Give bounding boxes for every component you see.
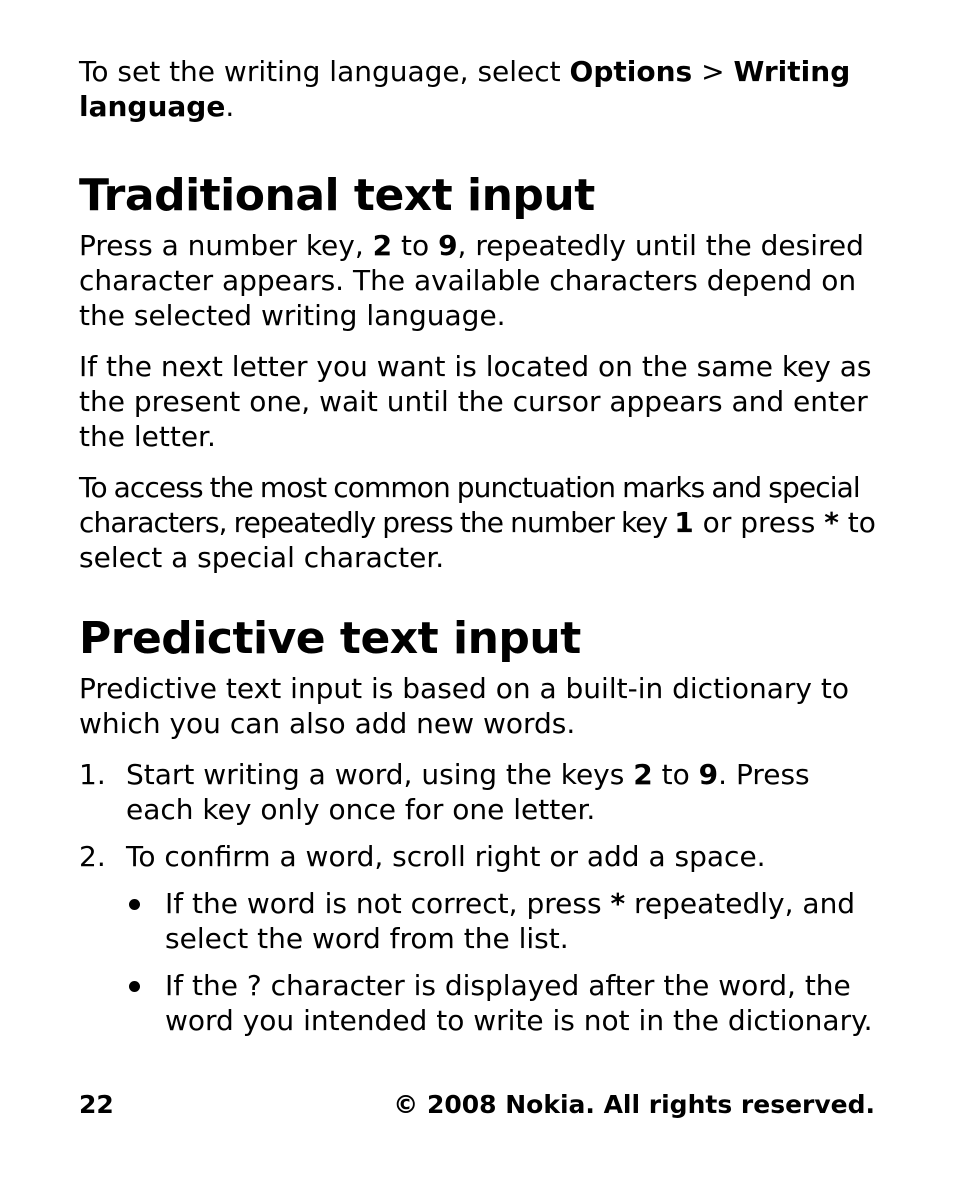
key-label: 2: [372, 229, 393, 262]
intro-text: To set the writing language, select: [79, 55, 570, 88]
document-page: [79, 54, 879, 1050]
page-number: 22: [79, 1090, 114, 1119]
writing-language-menu-label: Writing language: [79, 55, 851, 123]
text-run: If the word is not correct, press: [165, 887, 611, 920]
bullet-dot-icon: [129, 899, 140, 910]
bullet-item-2: [79, 968, 879, 1038]
bullet-dot-icon: [129, 981, 140, 992]
key-label: *: [824, 506, 839, 539]
menu-separator: >: [692, 55, 734, 88]
key-label: 9: [438, 229, 458, 262]
key-label: 1: [674, 506, 694, 539]
options-menu-label: Options: [569, 55, 693, 88]
traditional-paragraph-2: If the next letter you want is located on the same key as the present one, wait until the cursor appears and enter the letter.: [79, 350, 872, 453]
key-label: 9: [698, 758, 719, 791]
intro-paragraph: [79, 54, 879, 124]
text-run: , repeatedly until the desired character appears. The available characters depend on the selected writing language.: [79, 229, 864, 332]
key-label: 2: [633, 758, 653, 791]
text-run: repeatedly, and select the word from the list.: [165, 887, 856, 955]
text-run: Press a number key,: [79, 229, 373, 262]
step-number: 1.: [79, 758, 106, 791]
text-run: to: [392, 229, 439, 262]
text-run: to: [652, 758, 699, 791]
text-run: Start writing a word, using the keys: [126, 758, 634, 791]
text-run: To access the most common punctuation marks and special characters, repeatedly press the number key: [79, 471, 860, 539]
traditional-paragraph-1: [79, 228, 879, 333]
text-run: or press: [693, 506, 825, 539]
copyright-notice: © 2008 Nokia. All rights reserved.: [393, 1090, 875, 1119]
predictive-heading: Predictive text input: [79, 613, 581, 664]
text-run: . Press each key only once for one letter.: [126, 758, 810, 826]
bullet-item-1: [79, 886, 879, 956]
text-run: to select a special character.: [79, 506, 876, 574]
text-run: To confirm a word, scroll right or add a space.: [126, 840, 766, 873]
predictive-paragraph-1: Predictive text input is based on a built-in dictionary to which you can also add new words.: [79, 672, 849, 740]
step-2: [79, 839, 879, 874]
key-label: *: [610, 887, 626, 920]
text-run: If the ? character is displayed after the word, the word you intended to write is not in the dictionary.: [165, 969, 873, 1037]
step-number: 2.: [79, 840, 106, 873]
step-1: [79, 757, 879, 827]
traditional-paragraph-3: [79, 470, 879, 575]
traditional-heading: Traditional text input: [79, 170, 595, 221]
intro-period: .: [225, 90, 235, 123]
